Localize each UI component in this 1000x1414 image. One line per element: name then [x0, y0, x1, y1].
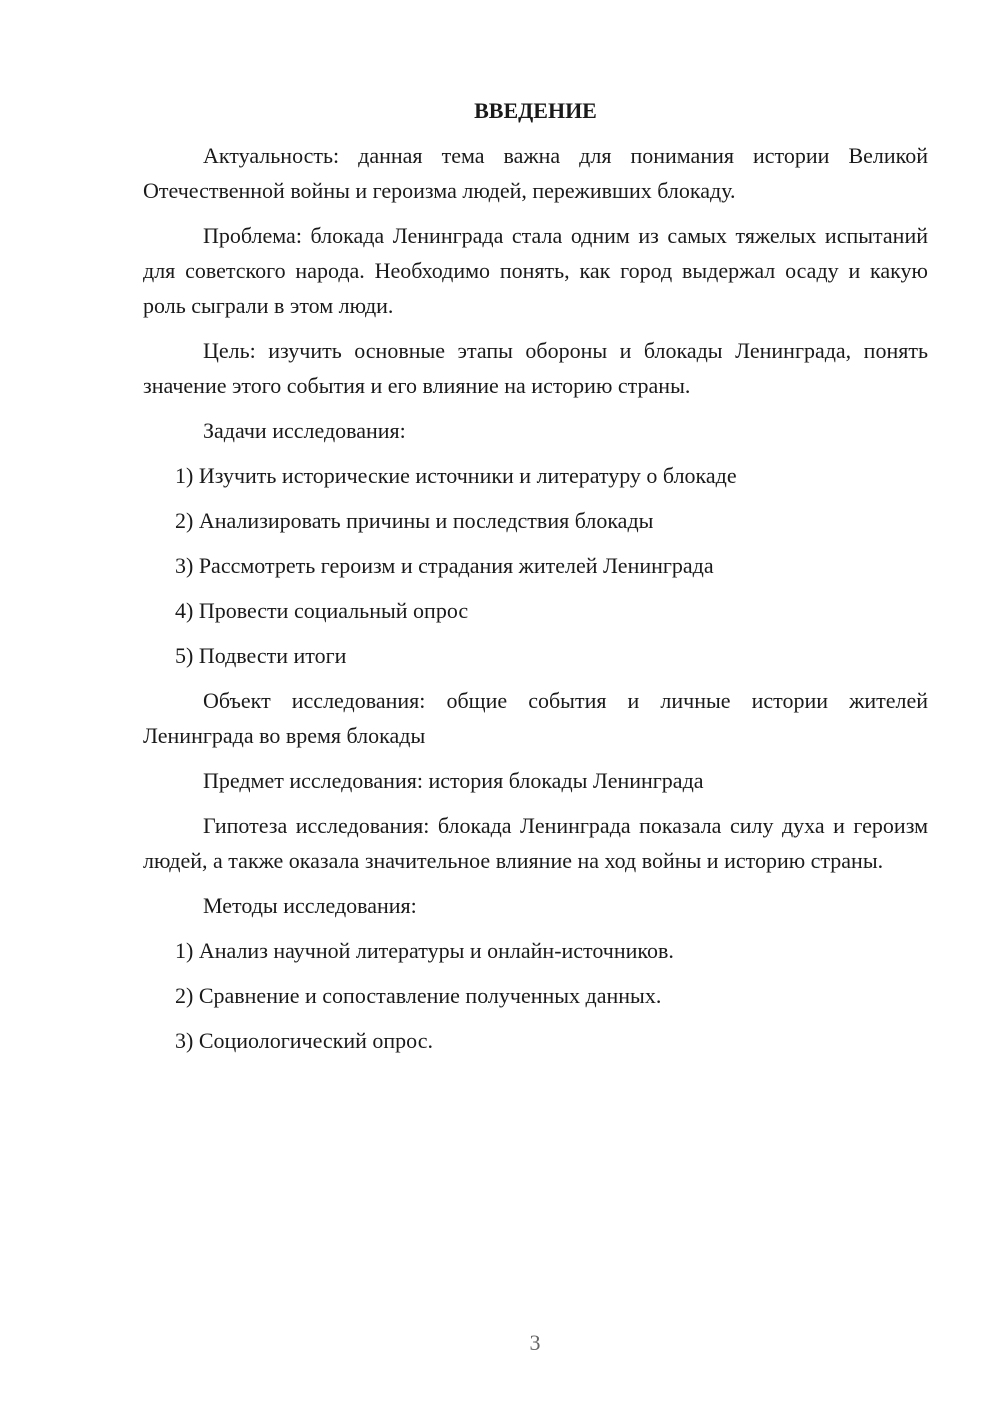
page-number: 3	[529, 1330, 541, 1355]
method-item: 3) Социологический опрос.	[175, 1028, 433, 1053]
hypothesis-paragraph: Гипотеза исследования: блокада Ленинграда показала силу духа и героизм людей, а также оказала значительное влияние на ход войны и историю страны.	[143, 813, 928, 873]
goal-paragraph: Цель: изучить основные этапы обороны и блокады Ленинграда, понять значение этого события и его влияние на историю страны.	[143, 338, 928, 398]
document-body	[143, 93, 928, 1058]
relevance-paragraph: Актуальность: данная тема важна для понимания истории Великой Отечественной войны и героизма людей, переживших блокаду.	[143, 143, 928, 203]
task-item: 5) Подвести итоги	[175, 643, 347, 668]
subject-paragraph: Предмет исследования: история блокады Ленинграда	[203, 768, 704, 793]
method-item: 1) Анализ научной литературы и онлайн-источников.	[175, 938, 674, 963]
tasks-heading: Задачи исследования:	[203, 418, 406, 443]
task-item: 3) Рассмотреть героизм и страдания жителей Ленинграда	[175, 553, 714, 578]
methods-heading: Методы исследования:	[203, 893, 417, 918]
task-item: 4) Провести социальный опрос	[175, 598, 469, 623]
section-title: ВВЕДЕНИЕ	[474, 98, 597, 123]
object-paragraph: Объект исследования: общие события и личные истории жителей Ленинграда во время блокады	[143, 688, 928, 748]
task-item: 1) Изучить исторические источники и литературу о блокаде	[175, 463, 737, 488]
problem-paragraph: Проблема: блокада Ленинграда стала одним из самых тяжелых испытаний для советского народа. Необходимо понять, как город выдержал осаду и какую роль сыграли в этом люди.	[143, 223, 928, 318]
task-item: 2) Анализировать причины и последствия блокады	[175, 508, 654, 533]
method-item: 2) Сравнение и сопоставление полученных данных.	[175, 983, 662, 1008]
